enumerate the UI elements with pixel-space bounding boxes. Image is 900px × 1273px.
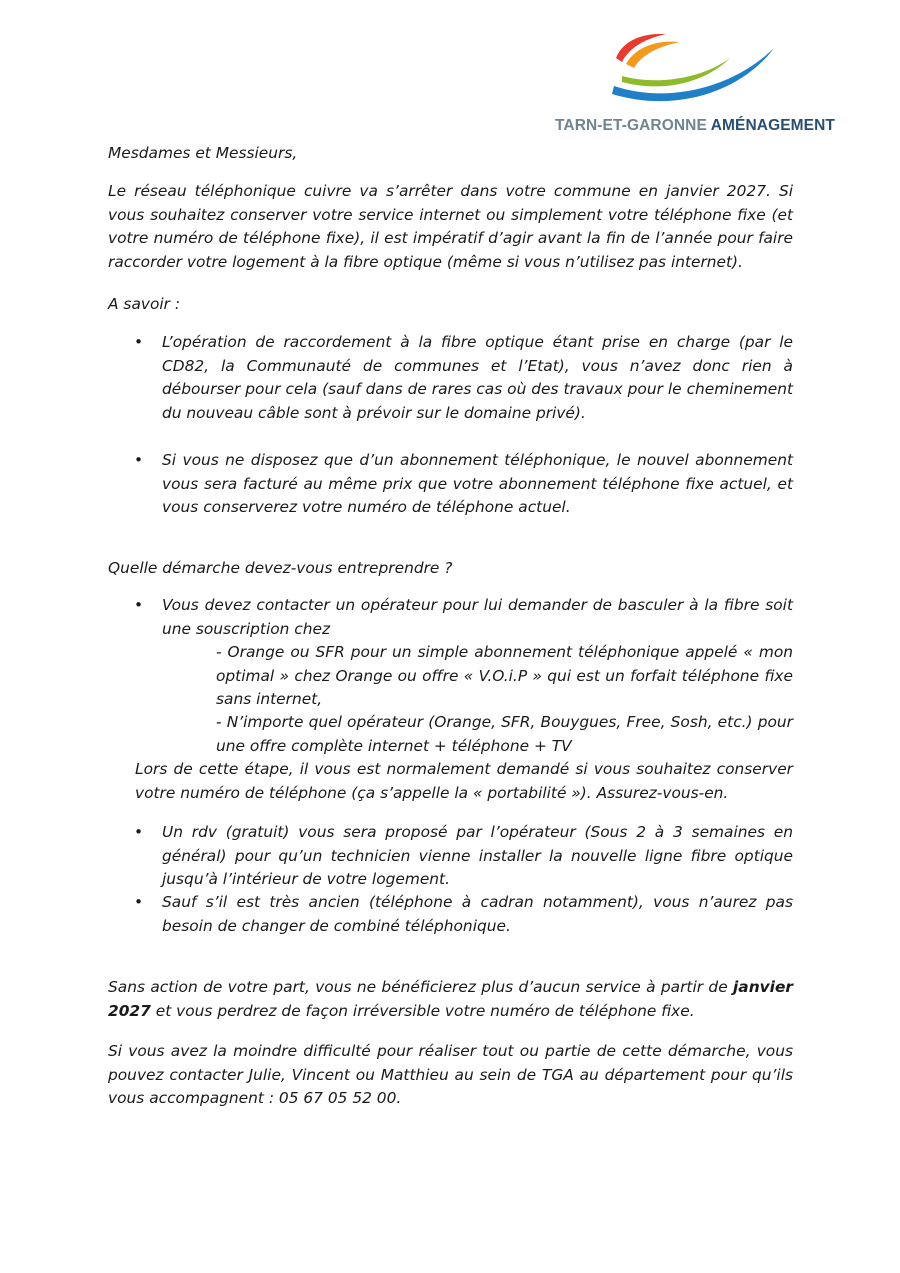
sub-list-item: - N’importe quel opérateur (Orange, SFR, Bouygues, Free, Sosh, etc.) pour une offre complète internet + téléphone + TV bbox=[216, 713, 793, 755]
salutation: Mesdames et Messieurs, bbox=[108, 144, 298, 162]
portability-note: Lors de cette étape, il vous est normalement demandé si vous souhaitez conserver votre numéro de téléphone (ça s’appelle la « portabilité »). Assurez-vous-en. bbox=[135, 760, 793, 802]
list-item: • L’opération de raccordement à la fibre optique étant prise en charge (par le CD82, la Communauté de communes et l’Etat), vous n’avez donc rien à débourser pour cela (sauf dans de rares cas où des travaux pour le cheminement du nouveau câble sont à prévoir sur le domaine privé). bbox=[162, 331, 793, 425]
warning-paragraph bbox=[108, 976, 793, 1023]
logo-name-bold: AMÉNAGEMENT bbox=[710, 117, 835, 134]
logo-text bbox=[555, 117, 835, 135]
warning-text-start: Sans action de votre part, vous ne bénéficierez plus d’aucun service à partir de bbox=[108, 978, 734, 996]
company-logo bbox=[553, 28, 833, 138]
list-item: • Si vous ne disposez que d’un abonnement téléphonique, le nouvel abonnement vous sera facturé au même prix que votre abonnement téléphone fixe actuel, et vous conserverez votre numéro de téléphone actuel. bbox=[162, 449, 793, 520]
warning-deadline: janvier 2027 bbox=[108, 978, 793, 1020]
intro-paragraph: Le réseau téléphonique cuivre va s’arrêter dans votre commune en janvier 2027. Si vous souhaitez conserver votre service internet ou simplement votre téléphone fixe (et votre numéro de téléphone fixe), il est impératif d’agir avant la fin de l’année pour faire raccorder votre logement à la fibre optique (même si vous n’utilisez pas internet). bbox=[108, 182, 793, 271]
list-item: • Vous devez contacter un opérateur pour lui demander de basculer à la fibre soit une souscription chez bbox=[162, 594, 793, 641]
logo-name-light: TARN-ET-GARONNE bbox=[555, 117, 707, 134]
list-item: • Un rdv (gratuit) vous sera proposé par l’opérateur (Sous 2 à 3 semaines en général) pour qu’un technicien vienne installer la nouvelle ligne fibre optique jusqu’à l’intérieur de votre logement. bbox=[162, 821, 793, 892]
contact-paragraph: Si vous avez la moindre difficulté pour réaliser tout ou partie de cette démarche, vous pouvez contacter Julie, Vincent ou Matthieu au sein de TGA au département pour qu’ils vous accompagnent : 05 67 05 52 00. bbox=[108, 1042, 793, 1107]
warning-text-end: et vous perdrez de façon irréversible votre numéro de téléphone fixe. bbox=[150, 1001, 695, 1020]
demarche-heading: Quelle démarche devez-vous entreprendre ? bbox=[108, 559, 453, 577]
list-item: • Sauf s’il est très ancien (téléphone à cadran notamment), vous n’aurez pas besoin de changer de combiné téléphonique. bbox=[162, 891, 793, 938]
a-savoir-heading: A savoir : bbox=[108, 295, 181, 313]
logo-swoosh-icon bbox=[608, 28, 778, 108]
sub-list-item: - Orange ou SFR pour un simple abonnement téléphonique appelé « mon optimal » chez Orange ou offre « V.O.i.P » qui est un forfait téléphone fixe sans internet, bbox=[216, 643, 793, 708]
